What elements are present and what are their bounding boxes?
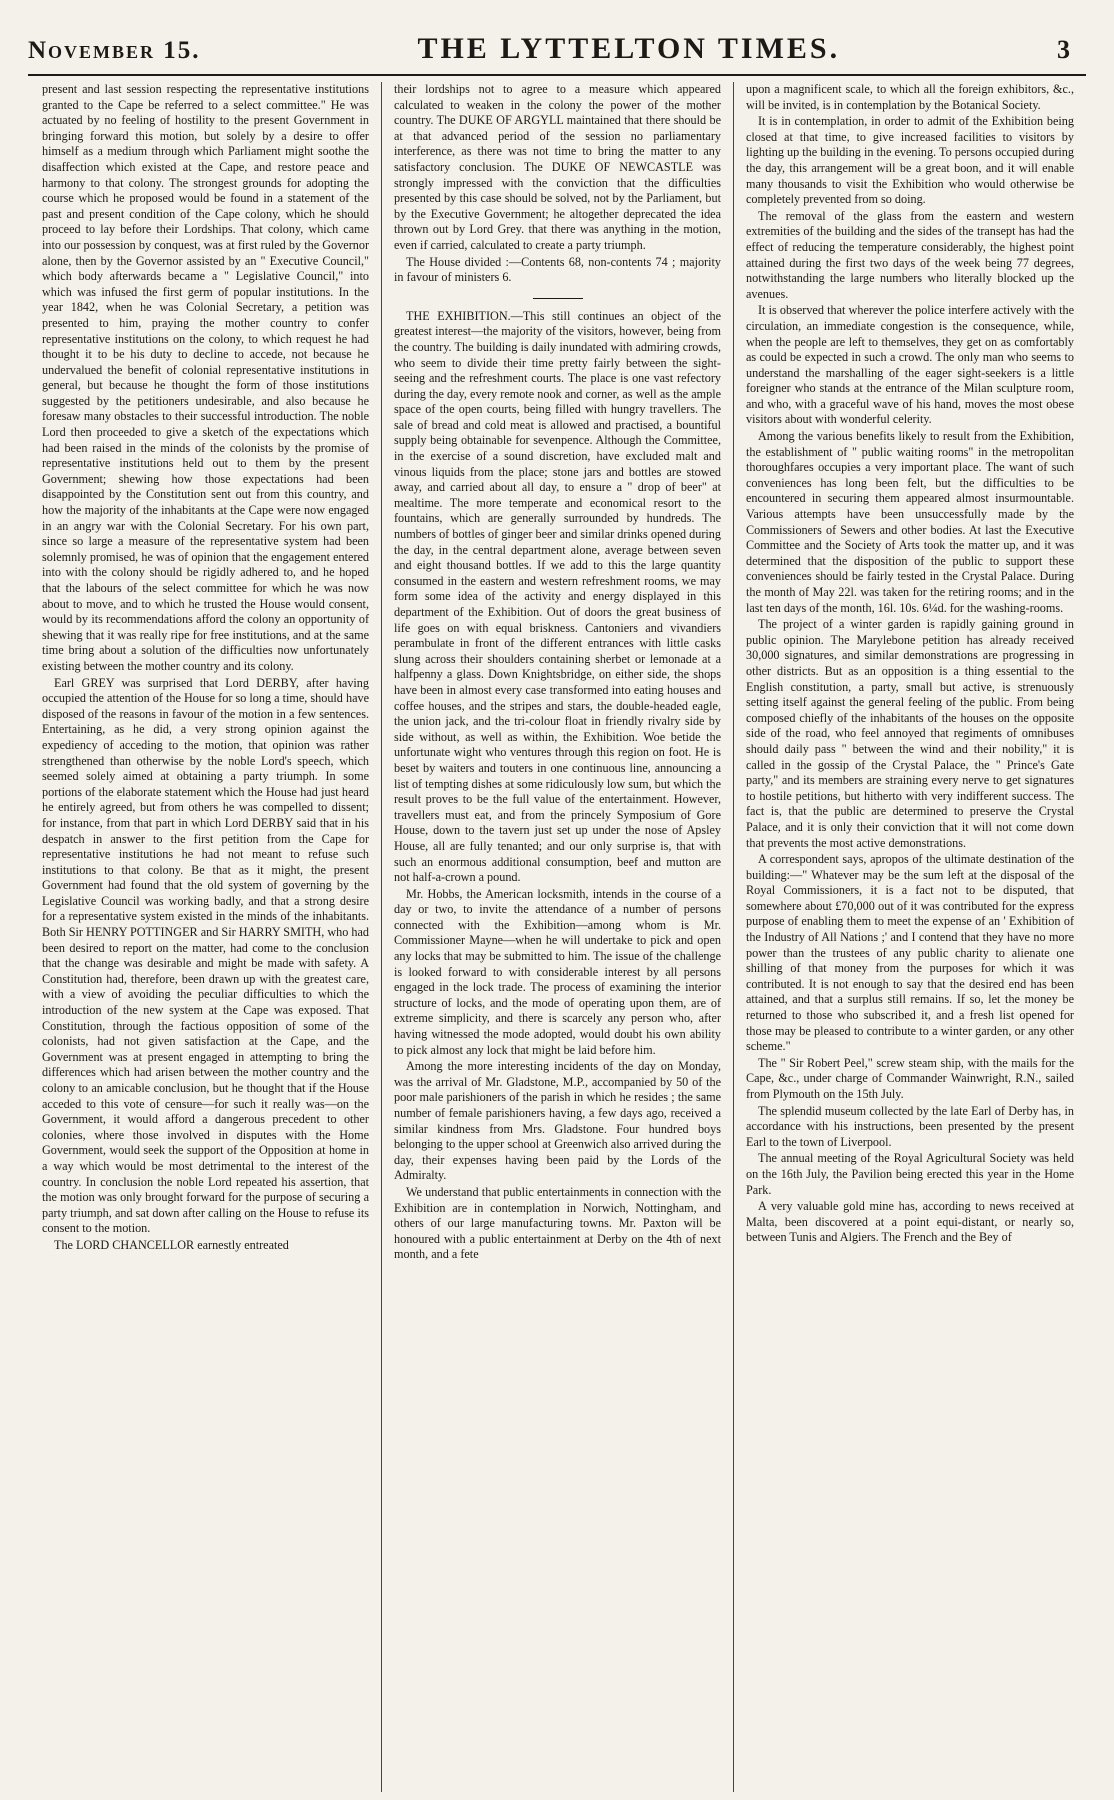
newspaper-title: THE LYTTELTON TIMES. [417, 32, 841, 65]
paragraph: The splendid museum collected by the late Earl of Derby has, in accordance with his instructions, been presented by the present Earl to the town of Liverpool. [746, 1103, 1074, 1149]
paragraph: It is observed that wherever the police interfere actively with the circulation, an immediate congestion is the consequence, while, when the people are left to themselves, they get on as comfortably as could be expected in such a crowd. The only man who seems to understand the marshalling of the eager sight-seekers is a little foreigner who stands at the entrance of the Milan sculpture room, and who, with a graceful wave of his hand, moves the most obese visitors about with wonderful celerity. [746, 303, 1074, 427]
column-right [734, 82, 1086, 1792]
paragraph: The LORD CHANCELLOR earnestly entreated [54, 1237, 289, 1252]
paragraph: The annual meeting of the Royal Agricultural Society was held on the 16th July, the Pavilion being erected this year in the Home Park. [746, 1151, 1074, 1197]
paragraph: upon a magnificent scale, to which all the foreign exhibitors, &c., will be invited, is in contemplation by the Botanical Society. [746, 82, 1074, 112]
paragraph: The " Sir Robert Peel," screw steam ship, with the mails for the Cape, &c., under charge of Commander Wainwright, R.N., sailed from Plymouth on the 15th July. [746, 1055, 1074, 1101]
article-columns [30, 82, 1086, 1792]
paragraph: The removal of the glass from the eastern and western extremities of the building and the sides of the transept has had the effect of reducing the temperature considerably, the highest point attained during the first two days of the week being 77 degrees, notwithstanding the large numbers who literally blocked up the avenues. [746, 208, 1074, 301]
paragraph: their lordships not to agree to a measure which appeared calculated to weaken in the colony the power of the mother country. The DUKE OF ARGYLL maintained that there should be at that advanced period of the session no parliamentary interference, as there was not time to bring the matter to any satisfactory conclusion. The DUKE OF NEWCASTLE was strongly impressed with the conviction that the difficulties presented by this case should be solved, not by the Parliament, but by the Executive Government; he altogether deprecated the idea thrown out by Lord Grey. that there was anything in the motion, even if carried, calculated to create a party triumph. [394, 82, 721, 252]
paragraph: A very valuable gold mine has, according to news received at Malta, been discovered at a point equi-distant, or nearly so, between Tunis and Algiers. The French and the Bey of [746, 1199, 1074, 1245]
section-divider [533, 298, 583, 299]
masthead [28, 32, 1086, 76]
paragraph: THE EXHIBITION.—This still continues an object of the greatest interest—the majority of the visitors, however, being from the country. The building is daily inundated with admiring crowds, who seem to divide their time pretty fairly between the sight-seeing and the refreshment courts. The place is one vast refectory during the day, every remote nook and corner, as well as the ample space of the open courts, being filled with hungry travellers. The sale of bread and cold meat is allowed and practised, a bountiful supply being obtainable for sevenpence. Although the Committee, in the exercise of a sound discretion, have excluded malt and vinous liquids from the place; stone jars and bottles are stowed away, and carried about all day, to ensure a " drop of beer" at mealtime. The more temperate and economical resort to the fountains, which are generally surrounded by hundreds. The numbers of bottles of ginger beer and similar drinks opened during the day, in the central department alone, average between seven and eight thousand bottles. If we add to this the large quantity consumed in the eastern and western refreshment rooms, we may form some idea of the activity and energy displayed in this department of the Exhibition. Out of doors the great business of life goes on with equal briskness. Cantoniers and vivandiers perambulate in front of the different entrances with little casks slung across their shoulders containing sherbet or lemonade at a halfpenny a glass. Down Knightsbridge, on either side, the shops have been in almost every case transformed into eating houses and coffee houses, and the stripes and stars, the double-headed eagle, the union jack, and the tri-colour float in friendly rivalry side by side without, as well as within, the Exhibition. Woe betide the unfortunate wight who ventures through this region on foot. He is beset by waiters and touters in one continuous line, announcing a list of tempting dishes at some ridiculously low sum, but which the result proves to be the full value of the entertainment. However, travellers must eat, and from the princely Symposium of Gore House, down to the tavern just set up under the nose of Apsley House, all are fully tenanted; and our only surprise is, that with such an enormous additional consumption, beef and mutton are not half-a-crown a pound. [394, 308, 722, 885]
page-number: 3 [1057, 35, 1070, 64]
paragraph: It is in contemplation, in order to admit of the Exhibition being closed at that time, to give increased facilities to visitors by lighting up the building in the evening. To persons occupied during the day, this arrangement will be a great boon, and it will enable many thousands to visit the Exhibition who would otherwise be completely prevented from so doing. [746, 114, 1074, 207]
paragraph: Among the various benefits likely to result from the Exhibition, the establishment of " public waiting rooms" in the metropolitan thoroughfares occupies a very important place. The want of such conveniences has long been felt, but the difficulties to be encountered in securing them appeared almost insurmountable. Various attempts have been unsuccessfully made by the Commissioners of Sewers and other bodies. At last the Executive Committee and the Society of Arts took the matter up, and it was determined that the disposition of the public to support these conveniences should be fairly tested in the Crystal Palace. During the month of May 22l. was taken for the retiring rooms; and in the last ten days of the month, 16l. 10s. 6¼d. for the washing-rooms. [746, 429, 1074, 615]
paragraph: A correspondent says, apropos of the ultimate destination of the building:—" Whatever may be the sum left at the disposal of the Royal Commissioners, it is a fact not to be disputed, that somewhere about £70,000 out of it was contributed for the express purpose of enabling them to meet the expense of an ' Exhibition of the Industry of All Nations ;' and I contend that they have no more power than the trustees of any public charity to alienate one shilling of that money from the purposes for which it was contributed. It is not enough to say that the desired end has been attained, and that a surplus still remains. If so, let the money be returned to those who subscribed it, and a fresh list opened for those may be pleased to contribute to a winter garden, or any other scheme." [746, 852, 1074, 1054]
column-left [30, 82, 382, 1792]
paragraph: Earl GREY was surprised that Lord DERBY, after having occupied the attention of the House for so long a time, should have disposed of the reasons in favour of the motion in a few sentences. Entertaining, as he did, a very strong opinion against the expediency of acceding to the motion, that opinion was rather strengthened than otherwise by the noble Lord's speech, which seemed solely aimed at obtaining a party triumph. In some portions of the elaborate statement which the House had just heard he entirely agreed, but from others he was compelled to dissent; for instance, from that part in which Lord DERBY said that in his despatch in answer to the first petition from the Cape for representative institutions he had not meant to refuse such institutions to that colony. Be that as it might, the present Government had found that the old system of governing by the Legislative Council was working badly, and that a strong desire for a representative system existed in the minds of the inhabitants. Both Sir HENRY POTTINGER and Sir HARRY SMITH, who had been desired to report on the matter, had come to the conclusion that the change was desirable and might be made with safety. A Constitution had, therefore, been drawn up with the greatest care, with a view of avoiding the peculiar difficulties to which the introduction of the new system at the Cape was exposed. That Constitution, through the factious opposition of some of the colonists, had not given satisfaction at the Cape, and the Government was at present engaged in attempting to bring the differences which had arisen between the mother country and the colony to an amicable conclusion, but he thought that if the House acceded to this vote of censure—for such it really was—on the Government, it would afford a dangerous precedent to other colonies, where those involved in disputes with the Home Government, would seek the support of the Opposition at home in a way which would be most detrimental to the interest of the country. In conclusion the noble Lord repeated his assertion, that the motion was only brought forward for the purpose of securing a party triumph, and sat down after calling on the House to refuse its consent to the motion. [42, 675, 369, 1236]
paragraph: We understand that public entertainments in connection with the Exhibition are in contemplation in Norwich, Nottingham, and others of our large manufacturing towns. Mr. Paxton will be honoured with a public entertainment at Derby on the 4th of next month, and a fete [394, 1184, 721, 1262]
paragraph: Mr. Hobbs, the American locksmith, intends in the course of a day or two, to invite the attendance of a number of persons connected with the Exhibition—among whom is Mr. Commissioner Mayne—when he will undertake to pick and open any locks that may be submitted to him. The issue of the challenge is looked forward to with considerable interest by all persons engaged in the lock trade. The process of examining the interior structure of locks, and the mode of operating upon them, are of extreme simplicity, and there is scarcely any person who, after having witnessed the mode adopted, would doubt his own ability to pick almost any lock that might be laid before him. [394, 886, 721, 1057]
issue-date: November 15. [28, 37, 201, 64]
paragraph: Among the more interesting incidents of the day on Monday, was the arrival of Mr. Gladstone, M.P., accompanied by 50 of the poor male parishioners of the parish in which he resides ; the same number of female parishioners having, a few days ago, received a similar kindness from Mrs. Gladstone. Four hundred boys belonging to the upper school at Greenwich also arrived during the day, their expenses having been paid by the Lords of the Admiralty. [394, 1059, 721, 1183]
paragraph: present and last session respecting the representative institutions granted to the Cape be referred to a select committee." He was actuated by no feeling of hostility to the present Government in bringing forward this motion, but solely by a desire to offer himself as a medium through which Parliament might soothe the disaffection which existed at the Cape, and restore peace and harmony to that colony. The strongest grounds for adopting the course which he proposed would be found in a statement of the past and present condition of the Cape colony, which he should proceed to lay before their Lordships. That colony, which came into our possession by conquest, was at first ruled by the Governor alone, then by the Governor assisted by an " Executive Council," which body afterwards became a " Legislative Council," into which was infused the first germ of popular institutions. In the year 1842, when he was Colonial Secretary, a petition was presented to him, praying the mother country to confer representative institutions on the colony, to which request he had thought it to be his duty to decline to accede, not because he undervalued the benefit of colonial representative institutions in general, but because he thought the form of those institutions suggested by the petitioners undesirable, and also because he foresaw many obstacles to their successful introduction. The noble Lord then proceeded to give a sketch of the expectations which had been raised in the minds of the colonists by the promise of representative institutions held out to them by the present Government; shewing how those expectations had been disappointed by the Constitution sent out from this country, and how the majority of the inhabitants at the Cape were now engaged in an angry war with the Colonial Secretary. For his own part, since so large a measure of the representative system had been solemnly promised, he was of opinion that the engagement entered into with the colony should be rigidly adhered to, and he hoped that the labours of the select committee for which he was now about to move, and to which he trusted the House would consent, would by its recommendations afford the colony an opportunity of shewing that it was really ripe for free institutions, and at the same time bring about a solution of the difficulties now unfortunately existing between the mother country and its colony. [42, 82, 369, 673]
paragraph: The project of a winter garden is rapidly gaining ground in public opinion. The Marylebone petition has already received 30,000 signatures, and similar demonstrations are progressing in other districts. But as an opposition is a thing essential to the English constitution, a party, small but active, is strenuously setting itself against the general feeling of the public. From being composed chiefly of the inhabitants of the houses on the opposite side of the road, who feel annoyed that regiments of omnibuses should daily pass " between the wind and their nobility," it is called in the gossip of the Crystal Palace, the " Prince's Gate party," and its members are straining every nerve to get signatures to hostile petitions, but hitherto with very indifferent success. The fact is, that the public are determined to preserve the Crystal Palace, and it is only their conviction that it will not come down that prevents the most active demonstrations. [746, 617, 1074, 850]
paragraph: The House divided :—Contents 68, non-contents 74 ; majority in favour of ministers 6. [394, 254, 721, 285]
column-middle [382, 82, 734, 1792]
